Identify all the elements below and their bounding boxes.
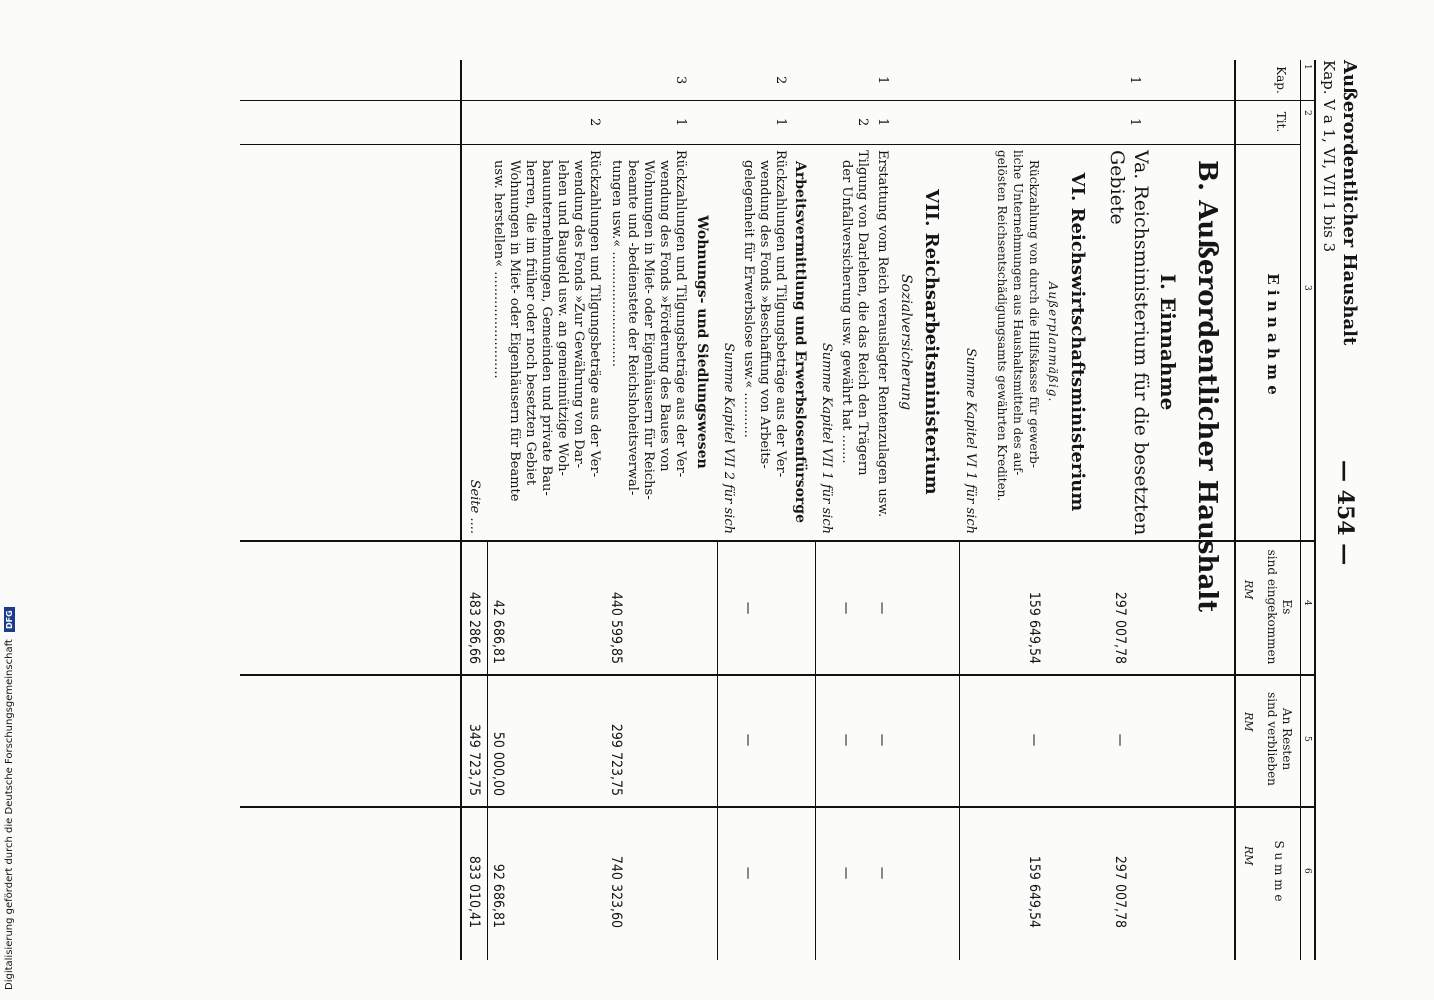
row-vii2-text-l3: gelegenheit für Erwerbslose usw.« ........... [741, 160, 756, 438]
row-vii1-tit2: 2 [855, 118, 870, 127]
page-total-col4: 483 286,66 [466, 591, 482, 664]
row-vii1-text2-l2: der Unfallversicherung usw. gewährt hat ....... [839, 160, 854, 464]
row-vii1-col4-2: — [838, 601, 854, 615]
ministry-va-line2: Gebiete [1106, 150, 1128, 225]
page-total-label: Seite .... [467, 479, 482, 534]
row-vii3-text1-l4: beamte und -bedienstete der Reichshoheitsverwal- [625, 160, 640, 496]
ministry-vii-heading: VII. Reichsarbeitsministerium [921, 189, 942, 495]
running-title: Außerordentlicher Haushalt [1339, 60, 1360, 346]
row-vi-text-l2: Rückzahlung von durch die Hilfskasse für gewerb- [1027, 160, 1041, 468]
col5-header-l2: sind verblieben [1265, 692, 1279, 786]
row-vii1-col4-1: — [874, 601, 890, 615]
col-number-3: 3 [1302, 285, 1312, 291]
col6-header: S u m m e [1272, 840, 1286, 902]
page-total-col6: 833 010,41 [466, 855, 482, 928]
col-number-2: 2 [1302, 110, 1312, 116]
digitization-credit [4, 10, 15, 990]
row-vi-col4: 159 649,54 [1026, 591, 1042, 664]
col4-unit: RM [1242, 580, 1255, 600]
row-va-col4: 297 007,78 [1112, 591, 1128, 664]
row-vii1-col6-1: — [874, 866, 890, 880]
rotated-table-page [80, 60, 1360, 960]
sum-vii-1: Summe Kapitel VII 1 für sich [819, 342, 834, 534]
row-vii1-kap: 1 [875, 76, 890, 85]
row-vii2-col5: — [740, 733, 756, 747]
row-vii2-kap: 2 [773, 76, 788, 85]
page-total-col5: 349 723,75 [466, 723, 482, 796]
tit-header: Tit. [1274, 111, 1288, 133]
row-va-tit: 1 [1127, 118, 1142, 127]
row-va-kap: 1 [1127, 76, 1142, 85]
credit-text: Digitalisierung gefördert durch die Deutsche Forschungsgemeinschaft [4, 639, 15, 990]
dfg-logo: DFG [4, 607, 15, 632]
col-number-1: 1 [1302, 64, 1312, 70]
ministry-vi-heading: VI. Reichswirtschaftsministerium [1067, 172, 1088, 512]
col-number-6: 6 [1302, 868, 1312, 874]
col-number-4: 4 [1302, 600, 1312, 606]
row-vii1-tit1: 1 [875, 118, 890, 127]
row-vi-text-l4: gelösten Reichsentschädigungsamts gewährten Krediten. [995, 150, 1009, 502]
row-vii3-col4-1: 440 599,85 [608, 591, 624, 664]
row-vii3-text2-l4: bauunternehmungen, Gemeinden und private Bau- [539, 160, 554, 496]
row-vii2-col4: — [740, 601, 756, 615]
row-vii1-col5-2: — [838, 733, 854, 747]
part-b-heading: B. Außerordentlicher Haushalt [1192, 160, 1222, 613]
col5-unit: RM [1242, 712, 1255, 732]
row-vii1-text1: Erstattung vom Reich verauslagter Rentenzulagen usw. [875, 150, 890, 518]
sum-vi-1: Summe Kapitel VI 1 für sich [963, 348, 978, 534]
row-va-col6: 297 007,78 [1112, 855, 1128, 928]
row-vii3-tit2: 2 [587, 118, 602, 127]
einnahme-header: E i n n a h m e [1264, 273, 1282, 395]
row-vii3-text2-l1: Rückzahlungen und Tilgungsbeträge aus der Ver- [587, 150, 602, 478]
row-vii3-col5-1: 299 723,75 [608, 723, 624, 796]
row-vii3-col6-1: 740 323,60 [608, 855, 624, 928]
row-vii3-text2-l3: lehen und Baugeld usw. an gemeinnützige Woh- [555, 160, 570, 476]
row-vii3-col4-2: 42 686,81 [490, 599, 506, 664]
row-vii1-col5-1: — [874, 733, 890, 747]
row-vi-text-l3: liche Unternehmungen aus Haushaltsmitteln des auf- [1011, 150, 1025, 476]
row-vii3-text2-l5: herren, die im früher oder noch besetzten Gebiet [523, 160, 538, 486]
sozial-heading: Sozialversicherung [898, 273, 914, 411]
row-vii3-kap: 3 [673, 76, 688, 85]
row-vii2-text-l2: wendung des Fonds »Beschaffung von Arbeits- [757, 160, 772, 469]
col6-unit: RM [1242, 846, 1255, 866]
row-vii3-text1-l5: tungen usw.« ............................ [609, 160, 624, 368]
col-number-5: 5 [1302, 736, 1312, 742]
einnahme-section-heading: I. Einnahme [1156, 273, 1180, 411]
row-vii3-text1-l2: wendung des Fonds »Förderung des Baues von [657, 160, 672, 472]
row-vii3-text2-l6: Wohnungen in Miet- oder Eigenhäusern für Beamte [507, 160, 522, 502]
row-vii3-text1-l3: Wohnungen in Miet- oder Eigenhäusern für Reichs- [641, 160, 656, 500]
row-vii1-text2-l1: Tilgung von Darlehen, die das Reich den Trägern [855, 150, 870, 476]
ministry-va-line1: Va. Reichsministerium für die besetzten [1130, 150, 1152, 536]
arbeit-heading: Arbeitsvermittlung und Erwerbslosenfürsorge [792, 161, 808, 523]
row-vii3-col5-2: 50 000,00 [490, 731, 506, 796]
row-vii3-tit1: 1 [673, 118, 688, 127]
page-number: — 454 — [1332, 460, 1358, 566]
row-vii2-tit: 1 [773, 118, 788, 127]
row-vii3-text1-l1: Rückzahlungen und Tilgungsbeträge aus der Ver- [673, 150, 688, 478]
row-vi-text-l1: Außerplanmäßig. [1046, 281, 1060, 403]
wohnung-heading: Wohnungs- und Siedlungswesen [694, 215, 710, 469]
col5-header-l1: An Resten [1280, 707, 1294, 771]
kap-header: Kap. [1274, 66, 1288, 94]
row-vii3-text2-l7: usw. herstellen« .......................... [491, 160, 506, 379]
row-va-col5: — [1112, 733, 1128, 747]
col4-header-l1: Es [1280, 599, 1294, 615]
row-vi-col6: 159 649,54 [1026, 855, 1042, 928]
col4-header-l2: sind eingekommen [1265, 549, 1279, 665]
row-vii3-text2-l2: wendung des Fonds »Zur Gewährung von Dar- [571, 160, 586, 469]
row-vii3-col6-2: 92 686,81 [490, 863, 506, 928]
chapter-reference: Kap. V a 1, VI, VII 1 bis 3 [1320, 60, 1338, 253]
row-vii2-text-l1: Rückzahlungen und Tilgungsbeträge aus der Ver- [773, 150, 788, 478]
sum-vii-2: Summe Kapitel VII 2 für sich [721, 342, 736, 534]
row-vi-col5: — [1026, 733, 1042, 747]
row-vii2-col6: — [740, 866, 756, 880]
row-vii1-col6-2: — [838, 866, 854, 880]
